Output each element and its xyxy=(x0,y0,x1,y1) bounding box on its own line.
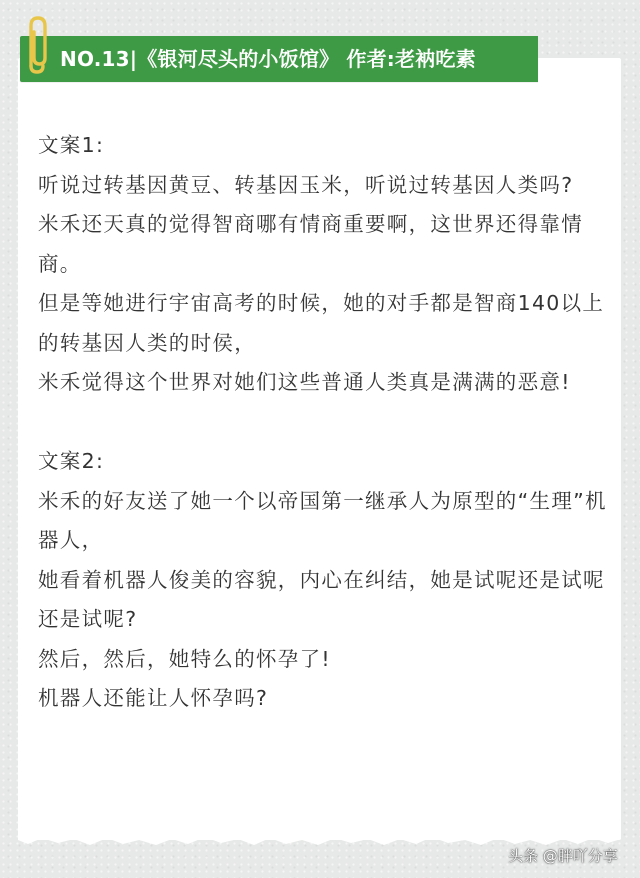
page-title: NO.13|《银河尽头的小饭馆》 作者:老衲吃素 xyxy=(60,47,476,71)
paragraph: 听说过转基因黄豆、转基因玉米，听说过转基因人类吗? xyxy=(38,172,574,197)
paragraph: 她看着机器人俊美的容貌，内心在纠结，她是试呢还是试呢还是试呢? xyxy=(38,567,605,631)
section-heading: 文案1: xyxy=(38,133,105,157)
paragraph: 米禾还天真的觉得智商哪有情商重要啊，这世界还得靠情商。 xyxy=(38,212,583,276)
article-body xyxy=(38,126,610,719)
watermark: 头条 @胖吖分享 xyxy=(508,847,618,865)
paperclip-icon xyxy=(20,14,54,74)
paragraph: 机器人还能让人怀孕吗? xyxy=(38,686,269,710)
spacer xyxy=(38,403,610,443)
paragraph: 但是等她进行宇宙高考的时候，她的对手都是智商140以上的转基因人类的时侯， xyxy=(38,291,605,355)
paragraph: 然后，然后，她特么的怀孕了! xyxy=(38,646,331,671)
paragraph: 米禾觉得这个世界对她们这些普通人类真是满满的恶意! xyxy=(38,370,571,394)
paragraph: 米禾的好友送了她一个以帝国第一继承人为原型的“生理”机器人， xyxy=(38,488,607,552)
section-heading: 文案2: xyxy=(38,449,105,473)
